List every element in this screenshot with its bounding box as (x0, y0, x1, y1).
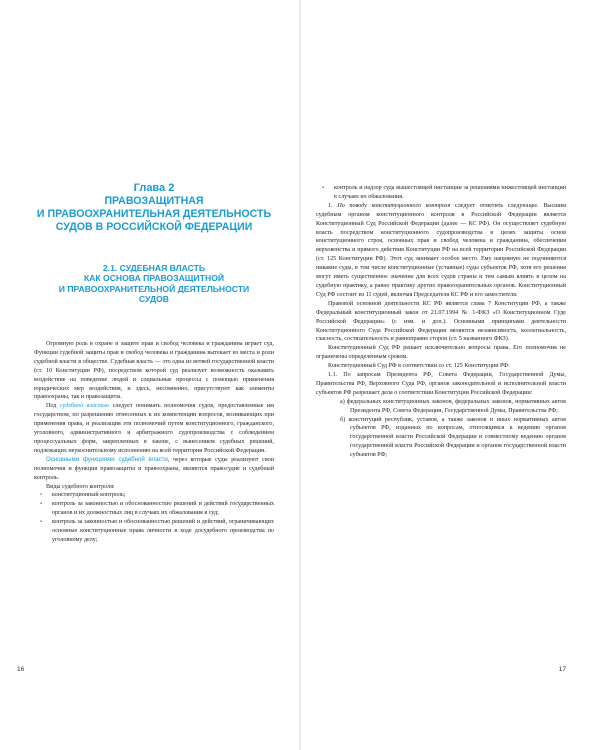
paragraph: 1.1. По запросам Президента РФ, Совета Федерации, Государственной Думы, Правительства РФ, Верховного Суда РФ, органов законодательной и исполнительной власти субъектов РФ разрешает дела о соответствии Конституции Российской Федерации: (316, 372, 566, 396)
section-title-line-1: 2.1. СУДЕБНАЯ ВЛАСТЬ (102, 263, 206, 273)
list-item: ▪ контроль и надзор суда вышестоящей инстанции за решениями нижестоящей инстанции в случаях их обжалования. (316, 184, 566, 202)
paragraph: Правовой основной деятельности КС РФ является глава 7 Конституции РФ, а также Федеральный конституционный закон от 21.07.1994 № 1-ФКЗ «О Конституционном Суде Российской Федерации» (с изм. и доп.). Основными принципами деятельности Конституционного Суда Российской Федерации являются независимость, коллегиальность, гласность, состязательность и равноправие сторон (ст. 5 названного ФКЗ). (316, 300, 566, 343)
chapter-label: Глава 2 (133, 182, 175, 194)
left-body-text (34, 340, 274, 545)
paragraph (316, 202, 566, 300)
term-judicial-power: судебной властью (59, 403, 110, 410)
paragraph: Конституционный Суд РФ решает исключительно вопросы права. Его полномочия не ограничены определенным сроком. (316, 345, 566, 361)
subitems (316, 398, 566, 460)
right-page (316, 0, 566, 750)
chapter-title-line-2: И ПРАВООХРАНИТЕЛЬНАЯ ДЕЯТЕЛЬНОСТЬ (36, 208, 272, 221)
control-types-list (34, 491, 274, 544)
chapter-title-line-3: СУДОВ В РОССИЙСКОЙ ФЕДЕРАЦИИ (55, 221, 253, 234)
book-gutter (299, 0, 301, 750)
page-number-right: 17 (558, 666, 566, 673)
continued-list (316, 184, 566, 202)
paragraph: Огромную роль в охране и защите прав и свобод человека и гражданина играет суд. Функции судебной защиты прав и свобод человека и гражданина вытекает из места и роли судебной власти в обществе. Судебная власть — это одна из ветвей государственной власти (ст. 10 Конституции РФ), посредством которой суд реализует возможность оказывать воздействие на поведение людей и социальные процессы с помощью применения юридических мер воздействия, и здесь, несомненно, присутствуют как элементы правоохраны, так и правозащиты. (34, 341, 274, 401)
list-item: ▪ конституционный контроль; (34, 491, 274, 500)
text-run: Под (46, 403, 60, 410)
page-number-left: 16 (17, 666, 25, 673)
section-title-line-4: СУДОВ (138, 294, 169, 305)
subitem-a: а) федеральных конституционных законов, федеральных законов, нормативных актов Президента РФ, Совета Федерации, Государственной Думы, Правительства РФ; (340, 398, 566, 414)
term-constitutional-control: 1. По поводу конституционного контроля (328, 202, 451, 209)
text-run: следует понимать полномочия судов, предоставленные им государством, по разрешению отнесенных к их компетенции вопросов, возникающих при применения права, и реализация эти полномочий путем конституционного, гражданского, уголовного, административного и арбитражного судопроизводства с соблюдением процессуальных форм, закрепленных в законе, с вынесением судебных решений, подлежащих неукоснительному исполнению на всей территории Российской Федерации. (34, 403, 275, 454)
section-heading (34, 263, 274, 305)
right-body-text (316, 184, 566, 460)
paragraph: Виды судебного контроля: (46, 483, 115, 490)
chapter-title-line-1: ПРАВОЗАЩИТНАЯ (104, 195, 204, 207)
text-run: , через которые суды реализуют свои полномочия и функция правозащиты и правоохраны, являются правосудие и судебный контроль. (34, 456, 274, 481)
section-title-line-2: КАК ОСНОВА ПРАВОЗАЩИТНОЙ (83, 273, 225, 284)
list-item: ▪ контроль за законностью и обоснованностью решений и действий государственных органов и их должностных лиц в случаях их обжалования в суд; (34, 500, 274, 518)
paragraph (34, 456, 274, 483)
paragraph: Конституционный Суд РФ в соответствии со ст. 125 Конституции РФ: (328, 363, 510, 370)
section-title-line-3: И ПРАВООХРАНИТЕЛЬНОЙ ДЕЯТЕЛЬНОСТИ (58, 283, 250, 294)
term-main-functions: Основными функциями судебной власти (46, 455, 168, 463)
left-page (17, 0, 275, 750)
list-item: ▪ контроль за законностью и обоснованностью решений и действий, ограничивающих основные конституционные права личности в ходе досудебного производства по уголовному делу; (34, 518, 274, 545)
text-run: следует отметить следующее. Высшим судебным органом конституционного контроля в Российской Федерации является Конституционный Суд Российской Федерации (далее — КС РФ). Он осуществляет судебную власть посредством конституционного судопроизводства в целях защиты основ конституционного строя, основных прав и свобод человека и гражданина, обеспечения верховенства и прямого действия Конституции РФ на всей территории Российской Федерации (ст. 125 Конституции РФ). Этот суд занимает особое место. Ему напрямую не подчиняются никакие суды, в том числе конституционные (уставные) суды субъектов РФ, хотя его решения могут иметь существенное значение для всех судов страны и тем самым влиять в целом на судебную практику, а равно практику других правоохранительных органов. Конституционный Суд РФ состоит из 11 судей, включая Председателя КС РФ и его заместителя. (316, 202, 566, 298)
paragraph (34, 402, 274, 455)
subitem-b: б) конституций республик, уставов, а также законов и иных нормативных актов субъектов РФ, изданных по вопросам, относящимся к ведению органов государственной власти Российской Федерации и совместному ведению органов государственной власти Российской Федерации и органов государственной власти субъектов РФ; (340, 416, 566, 459)
chapter-heading (34, 182, 274, 235)
